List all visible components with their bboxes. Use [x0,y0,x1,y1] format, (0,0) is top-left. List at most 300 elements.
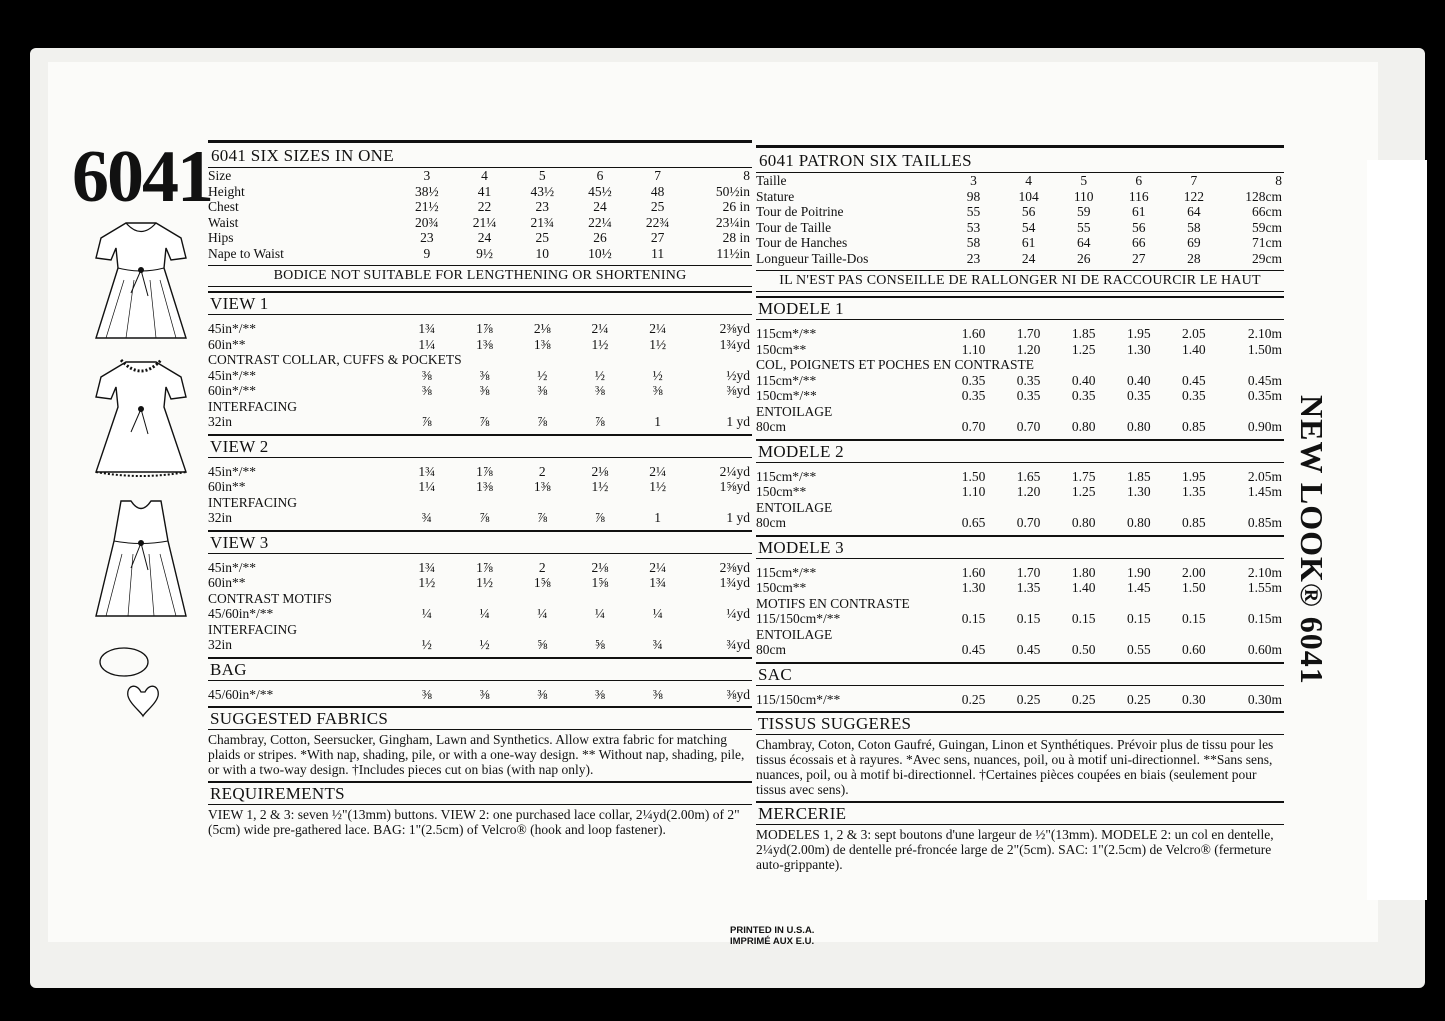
section-rows [756,559,1284,658]
table-cell: 20¾ [415,214,439,230]
table-cell: ⅜ [479,383,490,398]
table-cell: 4 [1025,173,1032,188]
table-cell: 1⅜ [476,479,493,494]
table-cell: 0.45m [1247,372,1282,388]
table-cell: 24 [477,230,492,245]
section-rows [756,463,1284,531]
row-label: 150cm** [756,341,807,357]
row-label: Longueur Taille-Dos [756,250,869,266]
bag-illustration [96,640,166,720]
table-cell: 23 [966,250,981,266]
table-cell: ⅞ [479,414,490,429]
row-label: CONTRAST COLLAR, CUFFS & POCKETS [208,352,462,367]
row-label: 60in** [208,479,246,494]
table-cell: 2¼yd [719,463,750,479]
table-cell: ¼ [652,606,663,621]
table-cell: 0.15m [1247,611,1282,626]
table-cell: 59cm [1251,219,1282,235]
table-cell: 3 [423,168,431,183]
row-label: INTERFACING [208,494,297,510]
row-label: 45/60in*/** [208,686,274,702]
table-cell: 10 [535,245,549,261]
table-cell: 54 [1021,219,1036,235]
printed-in-notice [730,925,814,947]
table-cell: ⅜ [652,383,663,398]
table-cell: 26 in [722,199,750,214]
section-rows [208,458,752,526]
row-label: 80cm [756,515,786,530]
table-cell: 1.50 [961,468,986,484]
table-cell: 1.45 [1126,580,1151,595]
section-title: BAG [208,657,752,681]
table-cell: 2 [538,463,546,479]
table-cell: 1.40 [1182,341,1206,357]
printed-in-french: IMPRIMÉ AUX E.U. [730,936,815,947]
section-title: SAC [756,662,1284,686]
table-cell: ¼ [421,606,432,621]
table-cell: 6 [596,168,604,183]
table-cell: 116 [1128,188,1149,204]
table-cell: 1¼ [418,336,436,352]
table-row [208,246,752,262]
table-cell: 0.85 [1182,419,1206,434]
row-label: 32in [208,414,233,429]
table-row [208,560,752,576]
table-cell: 66cm [1251,204,1282,219]
table-cell: 1½ [591,336,609,352]
table-row [208,199,752,215]
table-cell: 1⅜ [533,336,551,352]
row-label: Nape to Waist [208,245,284,261]
table-row [208,368,752,384]
table-cell: ½ [594,367,606,383]
table-cell: 0.35 [1182,388,1206,403]
table-cell: ½yd [726,367,750,383]
table-row [208,464,752,480]
table-cell: 0.60 [1182,642,1206,657]
table-cell: 1⅝yd [719,479,750,494]
table-cell: 26 [593,230,607,245]
subheading-row [756,627,1284,643]
table-cell: 56 [1132,219,1146,235]
row-label: 150cm*/** [756,388,817,403]
table-cell: ½ [652,367,663,383]
table-cell: ⅞ [537,510,548,525]
french-requirements-title: MERCERIE [756,801,1284,825]
table-cell: ⅜ [594,383,606,398]
table-cell: 1⅞ [476,559,493,575]
table-cell: 27 [1132,250,1146,266]
table-cell: 0.45 [1016,642,1041,657]
table-cell: 0.80 [1126,419,1151,434]
table-cell: 128cm [1245,188,1282,204]
table-cell: 1⅞ [476,321,493,336]
subheading-row [208,399,752,415]
table-cell: 0.30m [1247,691,1282,707]
table-cell: 28 in [722,230,750,245]
table-cell: 38½ [415,183,439,199]
table-cell: ⅞ [421,414,432,429]
table-row [208,184,752,200]
table-cell: 0.50 [1071,642,1096,657]
table-cell: 0.80 [1071,419,1096,434]
table-cell: 0.35 [1126,388,1151,403]
table-cell: 2⅛ [533,321,551,336]
table-cell: 0.45 [961,642,986,657]
table-cell: 11 [651,245,665,261]
table-cell: 7 [1190,173,1198,188]
table-cell: 43½ [530,183,555,199]
table-cell: 1.10 [961,341,986,357]
table-cell: ⅜ [537,686,548,702]
table-cell: 64 [1187,204,1201,219]
english-requirements-text: VIEW 1, 2 & 3: seven ½"(13mm) buttons. VIEW 2: one purchased lace collar, 2¼yd(2.00m) of 2"(5cm) wide pre-gathered lace. BAG: 1"(2.5cm) of Velcro® (hook and loop fastener). [208,807,740,837]
subheading-row [756,500,1284,516]
table-cell: 28 [1187,250,1201,266]
table-cell: 1¾yd [719,575,750,590]
table-cell: 2⅛ [591,559,609,575]
table-cell: 0.65 [961,515,986,530]
table-cell: 0.25 [961,691,986,707]
table-row [756,373,1284,389]
row-label: 80cm [756,642,786,657]
english-fabrics-text: Chambray, Cotton, Seersucker, Gingham, Lawn and Synthetics. Allow extra fabric for matching plaids or stripes. *With nap, shading, pile, or with a one-way design. ** Without nap, shading, pile, or with a two-way design. †Includes pieces cut on bias (with nap only). [208,732,745,777]
table-cell: 61 [1132,204,1146,219]
row-label: Hips [208,230,234,245]
table-cell: 1¾yd [719,336,750,352]
table-cell: 1.70 [1016,326,1041,341]
row-label: Stature [756,188,795,204]
table-cell: 23 [420,230,434,245]
table-cell: 58 [1187,219,1201,235]
row-label: 115cm*/** [756,468,817,484]
table-cell: ⅞ [479,510,490,525]
row-label: 32in [208,510,233,525]
subheading-row [208,495,752,511]
table-row [208,414,752,430]
view2-dress-illustration [86,352,196,482]
table-cell: 1½ [476,575,493,590]
table-cell: 64 [1076,235,1091,250]
table-row [208,337,752,353]
view3-jumper-illustration [86,496,196,626]
table-cell: 45½ [588,183,612,199]
table-cell: 0.35 [961,388,986,403]
section-rows [756,686,1284,708]
table-cell: 1.30 [1126,341,1151,357]
table-cell: 1.65 [1016,468,1041,484]
table-row [208,215,752,231]
table-cell: 56 [1021,204,1036,219]
table-row [756,204,1284,220]
section-title: MODELE 3 [756,535,1284,559]
table-cell: 1⅝ [591,575,609,590]
table-row [208,321,752,337]
english-column [208,140,752,837]
table-cell: 0.35 [1016,372,1041,388]
french-bodice-note: IL N'EST PAS CONSEILLE DE RALLONGER NI DE RACCOURCIR LE HAUT [756,270,1284,292]
subheading-row [756,357,1284,373]
table-cell: ¼ [479,606,490,621]
table-row [208,479,752,495]
table-cell: 7 [654,168,662,183]
row-label: CONTRAST MOTIFS [208,590,332,606]
english-yardage-sections [208,291,752,702]
table-cell: 0.15 [1126,611,1151,626]
table-cell: ⅜ [421,686,432,702]
row-label: 150cm** [756,580,807,595]
row-label: Chest [208,199,239,214]
table-cell: 0.70 [961,419,986,434]
row-label: ENTOILAGE [756,403,833,419]
table-row [756,173,1284,189]
table-row [208,510,752,526]
row-label: Tour de Poitrine [756,204,844,219]
table-row [756,251,1284,267]
table-cell: 55 [1076,219,1091,235]
table-cell: 1¾ [649,575,667,590]
table-cell: 2.10m [1247,564,1282,580]
table-cell: ⅝ [594,637,606,652]
french-fabrics-title: TISSUS SUGGERES [756,711,1284,735]
table-cell: 1 [654,510,662,525]
table-cell: 1.60 [961,326,986,341]
section-rows [756,320,1284,435]
french-column [756,145,1284,872]
table-row [756,220,1284,236]
row-label: 45in*/** [208,321,257,336]
table-cell: ¼ [537,606,548,621]
table-cell: 5 [1080,173,1088,188]
french-fabrics-text: Chambray, Coton, Coton Gaufré, Guingan, Linon et Synthétiques. Prévoir plus de tissu pour les tissus écossais et à rayures. *Avec sens, nuances, poil, ou à motif uni-directionnel. **Sans sens, nuances, poil, ou à motif bi-directionnel. †Certaines pièces coupées en biais (seulement pour tissus avec sens). [756,737,1274,797]
row-label: MOTIFS EN CONTRASTE [756,595,910,611]
french-requirements-text: MODELES 1, 2 & 3: sept boutons d'une largeur de ½"(13mm). MODELE 2: un col en dentelle, 2¼yd(2.00m) de dentelle pré-froncée large de 2"(5cm). SAC: 1"(2.5cm) de Velcro® (fermeture auto-grippante). [756,827,1274,872]
section-title: VIEW 2 [208,434,752,458]
row-label: Tour de Hanches [756,235,848,250]
table-cell: 27 [650,230,665,245]
table-cell: 24 [1021,250,1036,266]
envelope-flap [1367,160,1427,900]
table-cell: 1.50 [1182,580,1206,595]
row-label: 45in*/** [208,559,257,575]
table-cell: 1.25 [1071,484,1096,499]
table-cell: 1¾ [418,321,436,336]
table-cell: ⅜ [421,367,432,383]
table-row [756,580,1284,596]
table-cell: ¾yd [726,637,750,652]
table-cell: 41 [477,183,492,199]
row-label: Size [208,168,232,183]
table-row [756,189,1284,205]
table-cell: 1.30 [1126,484,1151,499]
table-cell: ½ [421,637,432,652]
table-cell: ⅜ [537,383,548,398]
row-label: 60in*/** [208,383,257,398]
table-cell: 3 [970,173,977,188]
table-cell: 0.35 [961,372,986,388]
table-row [208,168,752,184]
row-label: 150cm** [756,484,807,499]
table-cell: 1¾ [418,463,436,479]
table-cell: 0.80 [1071,515,1096,530]
table-cell: 26 [1076,250,1091,266]
row-label: INTERFACING [208,621,297,637]
table-cell: 24 [593,199,607,214]
table-cell: 1⅞ [476,463,493,479]
subheading-row [756,404,1284,420]
row-label: 60in** [208,575,246,590]
table-row [756,484,1284,500]
table-cell: ¾ [421,510,432,525]
table-cell: 66 [1132,235,1146,250]
table-cell: 1.60 [961,564,986,580]
french-yardage-sections [756,296,1284,707]
table-cell: 2¼ [649,463,667,479]
table-cell: 53 [966,219,981,235]
section-rows [208,315,752,430]
table-cell: 0.45 [1182,372,1206,388]
table-cell: 0.70 [1016,515,1041,530]
table-cell: 1.80 [1071,564,1096,580]
table-cell: 2¼ [649,321,667,336]
row-label: 45in*/** [208,367,257,383]
table-cell: 1.55m [1247,580,1282,595]
table-cell: 0.90m [1247,419,1282,434]
row-label: 45in*/** [208,463,257,479]
table-cell: 6 [1135,173,1143,188]
table-cell: 122 [1183,188,1204,204]
table-cell: ¾ [652,637,663,652]
table-cell: 98 [966,188,981,204]
table-cell: 10½ [588,245,612,261]
table-cell: 0.60m [1247,642,1282,657]
french-header: 6041 PATRON SIX TAILLES [756,145,1284,173]
row-label: COL, POIGNETS ET POCHES EN CONTRASTE [756,357,1035,372]
table-cell: 1½ [418,575,436,590]
table-cell: 23 [535,199,549,214]
section-title: MODELE 2 [756,439,1284,463]
table-cell: 2⅛ [591,463,609,479]
table-cell: 0.25 [1016,691,1041,707]
table-cell: 1½ [649,336,667,352]
table-cell: 71cm [1251,235,1282,250]
english-bodice-note: BODICE NOT SUITABLE FOR LENGTHENING OR SHORTENING [208,265,752,287]
table-cell: ¼ [594,606,606,621]
row-label: Height [208,183,245,199]
section-rows [208,554,752,653]
table-cell: ⅞ [537,414,548,429]
table-cell: 23¼in [715,214,750,230]
table-cell: 1.25 [1071,341,1096,357]
table-cell: 104 [1018,188,1039,204]
table-cell: 0.15 [1016,611,1041,626]
spine-brand-text: NEW LOOK® 6041 [1294,395,1330,685]
row-label: 60in** [208,336,246,352]
table-cell: 21¾ [530,214,555,230]
table-cell: 1¼ [418,479,436,494]
table-row [208,687,752,703]
table-cell: 2¼ [591,321,609,336]
table-cell: 2.05 [1182,326,1206,341]
table-cell: 2.10m [1247,326,1282,341]
table-cell: ⅜yd [726,686,750,702]
table-cell: 2⅜yd [719,559,750,575]
row-label: 115cm*/** [756,564,817,580]
table-cell: ⅞ [594,414,606,429]
table-cell: 0.85 [1182,515,1206,530]
row-label: 115cm*/** [756,372,817,388]
table-cell: 5 [538,168,546,183]
english-header: 6041 SIX SIZES IN ONE [208,140,752,168]
table-cell: 61 [1021,235,1036,250]
table-cell: 8 [743,168,750,183]
row-label: Tour de Taille [756,219,832,235]
table-cell: 0.40 [1071,372,1096,388]
table-cell: 1.50m [1247,341,1282,357]
table-cell: 55 [966,204,981,219]
table-cell: 2 [538,559,546,575]
row-label: INTERFACING [208,398,297,414]
pattern-number: 6041 [72,136,212,218]
table-row [756,419,1284,435]
table-cell: 21¼ [472,214,497,230]
section-title: VIEW 3 [208,530,752,554]
table-cell: 1½ [649,479,667,494]
table-row [756,469,1284,485]
table-cell: 1¾ [418,559,436,575]
table-cell: 25 [650,199,665,214]
table-cell: 2.05m [1247,468,1282,484]
row-label: Waist [208,214,239,230]
table-cell: 1.20 [1016,341,1041,357]
table-cell: 1 [654,414,662,429]
row-label: 115cm*/** [756,326,817,341]
table-row [208,606,752,622]
table-cell: 0.85m [1247,515,1282,530]
table-row [756,235,1284,251]
table-cell: 110 [1073,188,1094,204]
table-row [756,342,1284,358]
table-cell: 21½ [415,199,439,214]
table-cell: ⅜ [652,686,663,702]
table-cell: 1.40 [1071,580,1096,595]
table-cell: 1.35 [1016,580,1041,595]
english-fabrics-title: SUGGESTED FABRICS [208,706,752,730]
subheading-row [208,352,752,368]
table-cell: 0.30 [1182,691,1206,707]
row-label: 45/60in*/** [208,606,274,621]
table-row [208,637,752,653]
printed-in-english: PRINTED IN U.S.A. [730,925,815,936]
table-cell: 0.15 [961,611,986,626]
table-cell: 1⅝ [533,575,551,590]
table-cell: 0.35 [1071,388,1096,403]
table-row [208,575,752,591]
table-cell: 22¼ [588,214,612,230]
table-row [756,611,1284,627]
table-cell: 2⅜yd [719,321,750,336]
row-label: Taille [756,173,787,188]
table-cell: 0.40 [1126,372,1151,388]
row-label: 115/150cm*/** [756,611,841,626]
table-cell: 48 [650,183,665,199]
table-cell: 1.45m [1247,484,1282,499]
table-cell: 58 [966,235,981,250]
table-cell: ⅜yd [726,383,750,398]
row-label: 115/150cm*/** [756,691,841,707]
table-row [756,388,1284,404]
table-cell: 11½in [716,245,750,261]
